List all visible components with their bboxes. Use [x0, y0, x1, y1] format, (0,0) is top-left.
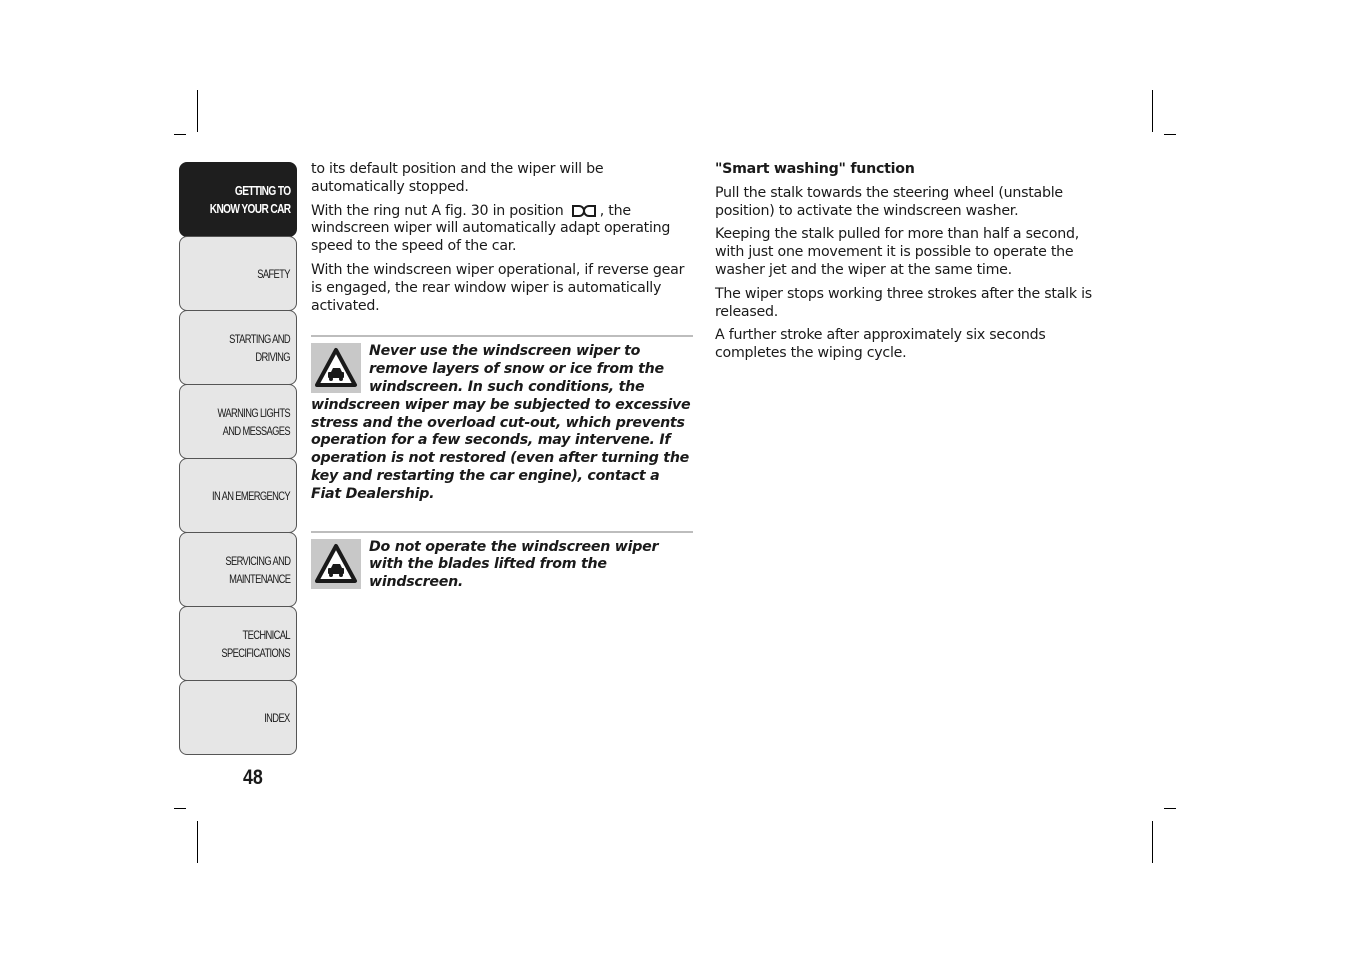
crop-mark	[1164, 808, 1176, 809]
paragraph: Keeping the stalk pulled for more than half a second, with just one movement it is possible to operate the washer jet and the wiper at the same time.	[715, 226, 1079, 278]
warning-box	[311, 531, 693, 595]
crop-mark	[197, 90, 198, 132]
tab-technical-specifications[interactable]	[179, 606, 297, 681]
paragraph-text: With the ring nut A fig. 30 in position	[311, 202, 564, 219]
tab-starting-and-driving[interactable]	[179, 310, 297, 385]
tab-servicing-and-maintenance[interactable]	[179, 532, 297, 607]
warning-box	[311, 335, 693, 503]
paragraph: The wiper stops working three strokes after the stalk is released.	[715, 285, 1092, 320]
tab-label: STARTING AND DRIVING	[229, 331, 290, 364]
tab-index[interactable]	[179, 680, 297, 755]
tab-warning-lights-and-messages[interactable]	[179, 384, 297, 459]
chapter-tabs	[179, 163, 297, 755]
tab-label: GETTING TO KNOW YOUR CAR	[209, 182, 290, 216]
paragraph: A further stroke after approximately six seconds completes the wiping cycle.	[715, 327, 1046, 362]
tab-label: WARNING LIGHTS AND MESSAGES	[217, 405, 290, 438]
tab-getting-to-know-your-car[interactable]	[179, 162, 297, 237]
paragraph: With the windscreen wiper operational, if reverse gear is engaged, the rear window wiper is automatically activated.	[311, 261, 685, 314]
warning-triangle-icon	[311, 343, 361, 393]
warning-text: Never use the windscreen wiper to remove layers of snow or ice from the windscreen. In such conditions, the windscreen wiper may be subjected to excessive stress and the overload cut-out, which prevents operation for a few seconds, may intervene. If operation is not restored (even after turning the key and restarting the car engine), contact a Fiat Dealership.	[311, 343, 691, 502]
crop-mark	[174, 808, 186, 809]
warning-triangle-icon	[311, 539, 361, 589]
tab-in-an-emergency[interactable]	[179, 458, 297, 533]
paragraph: Pull the stalk towards the steering wheel (unstable position) to activate the windscreen washer.	[715, 184, 1063, 219]
paragraph-text: , the windscreen wiper will automatically adapt operating speed to the speed of the car.	[311, 202, 671, 255]
tab-label: SAFETY	[257, 266, 290, 281]
crop-mark	[174, 134, 186, 135]
left-column	[311, 161, 693, 595]
paragraph	[311, 203, 693, 256]
crop-mark	[197, 821, 198, 863]
wiper-ring-icon	[570, 204, 598, 218]
section-heading: "Smart washing" function	[715, 161, 915, 177]
page-number: 48	[243, 766, 263, 789]
paragraph: to its default position and the wiper will be automatically stopped.	[311, 161, 604, 195]
crop-mark	[1164, 134, 1176, 135]
crop-mark	[1152, 90, 1153, 132]
tab-safety[interactable]	[179, 236, 297, 311]
tab-label: INDEX	[264, 710, 290, 725]
tab-label: TECHNICAL SPECIFICATIONS	[221, 627, 290, 660]
right-column	[715, 161, 1095, 369]
warning-text: Do not operate the windscreen wiper with the blades lifted from the windscreen.	[369, 538, 659, 591]
tab-label: IN AN EMERGENCY	[211, 488, 290, 503]
tab-label: SERVICING AND MAINTENANCE	[224, 553, 290, 586]
crop-mark	[1152, 821, 1153, 863]
